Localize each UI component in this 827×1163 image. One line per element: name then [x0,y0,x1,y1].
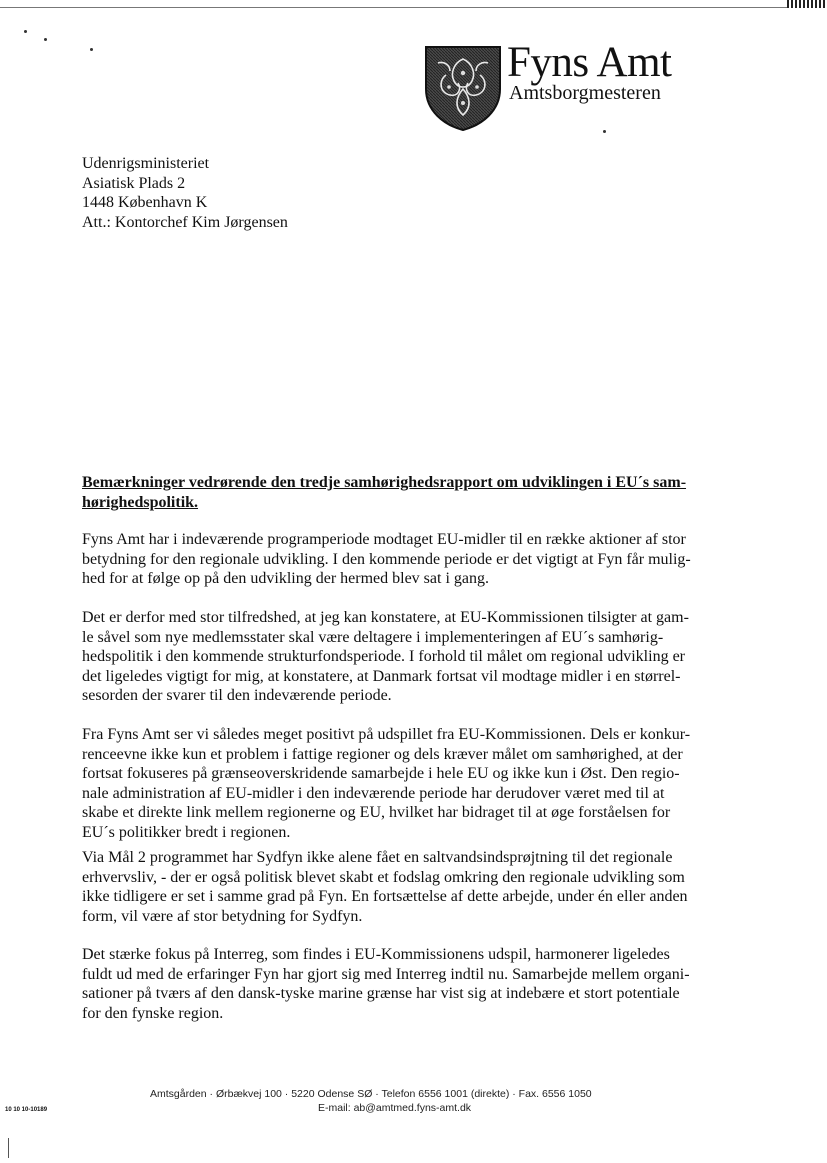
scan-edge-corner [787,0,827,8]
subject-line: hørighedspolitik. [82,493,199,511]
paragraph-line: for den fynske region. [82,1004,224,1022]
paragraph-line: le såvel som nye medlemsstater skal være deltagere i implementeringen af EU´s samhørig- [82,628,664,646]
subject-line: Bemærkninger vedrørende den tredje samhørighedsrapport om udviklingen i EU´s sam- [82,474,687,491]
paragraph-line: fuldt ud med de erfaringer Fyn har gjort sig med Interreg indtil nu. Samarbejde mellem organi- [82,965,690,983]
paragraph-line: renceevne ikke kun et problem i fattige regioner og dels kræver målet om samhørighed, at der [82,745,683,763]
body-paragraph [82,945,742,1023]
paragraph-line: Det stærke fokus på Interreg, som findes i EU-Kommissionens udspil, harmonerer ligeledes [82,946,670,963]
recipient-line: 1448 København K [82,194,208,211]
letter-subject [82,473,742,512]
paragraph-line: sesorden der svarer til den indeværende periode. [82,687,392,704]
paragraph-line: EU´s politikker bredt i regionen. [82,823,291,841]
paragraph-line: fortsat fokuseres på grænseoverskridende samarbejde i hele EU og ikke kun i Øst. Den regio- [82,765,680,782]
recipient-address [82,154,288,232]
paragraph-line: Fyns Amt har i indeværende programperiode modtaget EU-midler til en række aktioner af stor [82,531,686,548]
letterhead-subtitle: Amtsborgmesteren [509,82,661,104]
scan-speck [24,30,27,33]
paragraph-line: form, vil være af stor betydning for Sydfyn. [82,907,363,925]
body-paragraph [82,608,742,706]
paragraph-line: hed for at følge op på den udvikling der hermed blev sat i gang. [82,570,489,587]
body-paragraph [82,848,742,926]
scan-margin-mark [8,1138,9,1158]
recipient-line: Att.: Kontorchef Kim Jørgensen [82,213,288,231]
paragraph-line: skabe et direkte link mellem regionerne og EU, hvilket har bidraget til at øge forståelsen for [82,804,671,821]
scan-edge [0,0,827,8]
body-paragraph [82,725,742,842]
scan-speck [603,130,606,133]
paragraph-line: Fra Fyns Amt ser vi således meget positivt på udspillet fra EU-Kommissionen. Dels er konkur- [82,726,691,743]
paragraph-line: hedspolitik i den kommende strukturfondsperiode. I forhold til målet om regional udvikling er [82,648,685,665]
scan-speck [90,48,93,51]
paragraph-line: erhvervsliv, - der er også politisk blevet skabt et fodslag omkring den regionale udvikling som [82,868,685,886]
recipient-line: Asiatisk Plads 2 [82,174,186,192]
form-code: 10 10 10-10189 [5,1107,48,1113]
recipient-line: Udenrigsministeriet [82,155,210,172]
paragraph-line: det ligeledes vigtigt for mig, at konstatere, at Danmark fortsat vil modtage midler i en størrel- [82,667,681,685]
letterhead-name: Fyns Amt [507,39,672,86]
footer-email: E-mail: ab@amtmed.fyns-amt.dk [318,1102,472,1114]
paragraph-line: nale administration af EU-midler i den indeværende periode har derudover været med til at [82,784,665,802]
paragraph-line: ikke tidligere er set i samme grad på Fyn. En fortsættelse af dette arbejde, under én eller anden [82,888,688,905]
coat-of-arms-icon [424,45,502,131]
paragraph-line: betydning for den regionale udvikling. I den kommende periode er det vigtigt at Fyn får mulig- [82,550,691,568]
paragraph-line: sationer på tværs af den dansk-tyske marine grænse har vist sig at indebære et stort potentiale [82,985,680,1002]
paragraph-line: Via Mål 2 programmet har Sydfyn ikke alene fået en saltvandsindsprøjtning til det regionale [82,849,673,866]
paragraph-line: Det er derfor med stor tilfredshed, at jeg kan konstatere, at EU-Kommissionen tilsigter at gam- [82,609,689,626]
body-paragraph [82,530,742,589]
footer-address: Amtsgården · Ørbækvej 100 · 5220 Odense SØ · Telefon 6556 1001 (direkte) · Fax. 6556 1050 [150,1088,592,1100]
scan-speck [44,38,47,41]
